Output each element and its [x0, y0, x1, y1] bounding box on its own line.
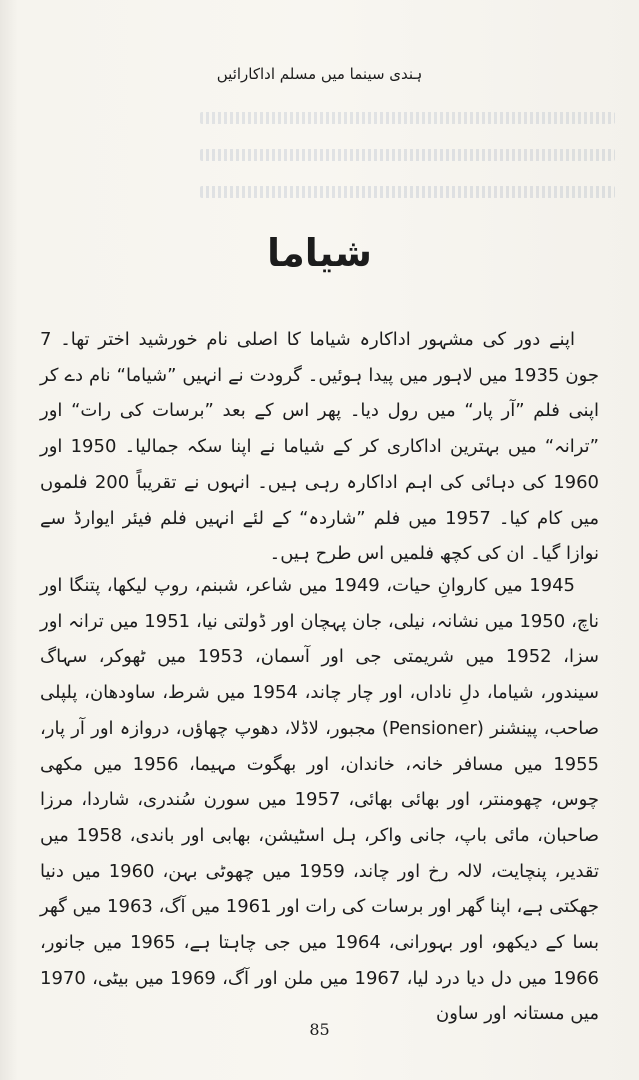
- show-through-text: [200, 112, 615, 222]
- body-paragraph-biography: [40, 322, 599, 572]
- paragraph-text: اپنے دور کی مشہور اداکارہ شیاما کا اصلی نام خورشید اختر تھا۔ 7 جون 1935 میں لاہور میں پیدا ہوئیں۔ گرودت نے انہیں ”شیاما“ نام دے کر اپنی فلم ”آر پار“ میں رول دیا۔ پھر اس کے بعد ”برسات کی رات“ اور ”ترانہ“ میں بہترین اداکاری کر کے شیاما نے اپنا سکہ جمالیا۔ 1950 اور 1960 کی دہائی کی اہم اداکارہ رہی ہیں۔ انہوں نے تقریباً 200 فلموں میں کام کیا۔ 1957 میں فلم ”شاردہ“ کے لئے انہیں فلم فیئر ایوارڈ سے نوازا گیا۔ ان کی کچھ فلمیں اس طرح ہیں۔: [40, 329, 600, 565]
- chapter-title: شیاما: [267, 231, 372, 275]
- running-header: ہندی سینما میں مسلم اداکارائیں: [216, 65, 423, 83]
- body-paragraph-filmography: [40, 568, 599, 1032]
- paragraph-text: 1945 میں کاروانِ حیات، 1949 میں شاعر، شبنم، روپ لیکھا، پتنگا اور ناچ، 1950 میں نشانہ، نیلی، جان پہچان اور ڈولتی نیا، 1951 میں ترانہ اور سزا، 1952 میں شریمتی جی اور آسمان، 1953 میں ٹھوکر، سہاگ سیندور، شیاما، دلِ ناداں، اور چار چاند، 1954 میں شرط، ساودھان، پلپلی صاحب، پینشنر (Pensioner) مجبور، لاڈلا، دھوپ چھاؤں، دروازہ اور آر پار، 1955 میں مسافر خانہ، خاندان، اور بھگوت مہیما، 1956 میں مکھی چوس، چھومنتر، اور بھائی بھائی، 1957 میں سورن سُندری، شاردا، مرزا صاحبان، مائی باپ، جانی واکر، ہل اسٹیشن، بھابی اور باندی، 1958 میں تقدیر، پنچایت، لالہ رخ اور چاند، 1959 میں چھوٹی بہن، 1960 میں دنیا جھکتی ہے، اپنا گھر اور برسات کی رات اور 1961 میں آگ، 1963 میں گھر بسا کے دیکھو، اور بہورانی، 1964 میں جی چاہتا ہے، 1965 میں جانور، 1966 میں دل دیا درد لیا، 1967 میں ملن اور آگ، 1969 میں بیٹی، 1970 میں مستانہ اور ساون: [40, 575, 600, 1025]
- page-number: 85: [309, 1020, 330, 1039]
